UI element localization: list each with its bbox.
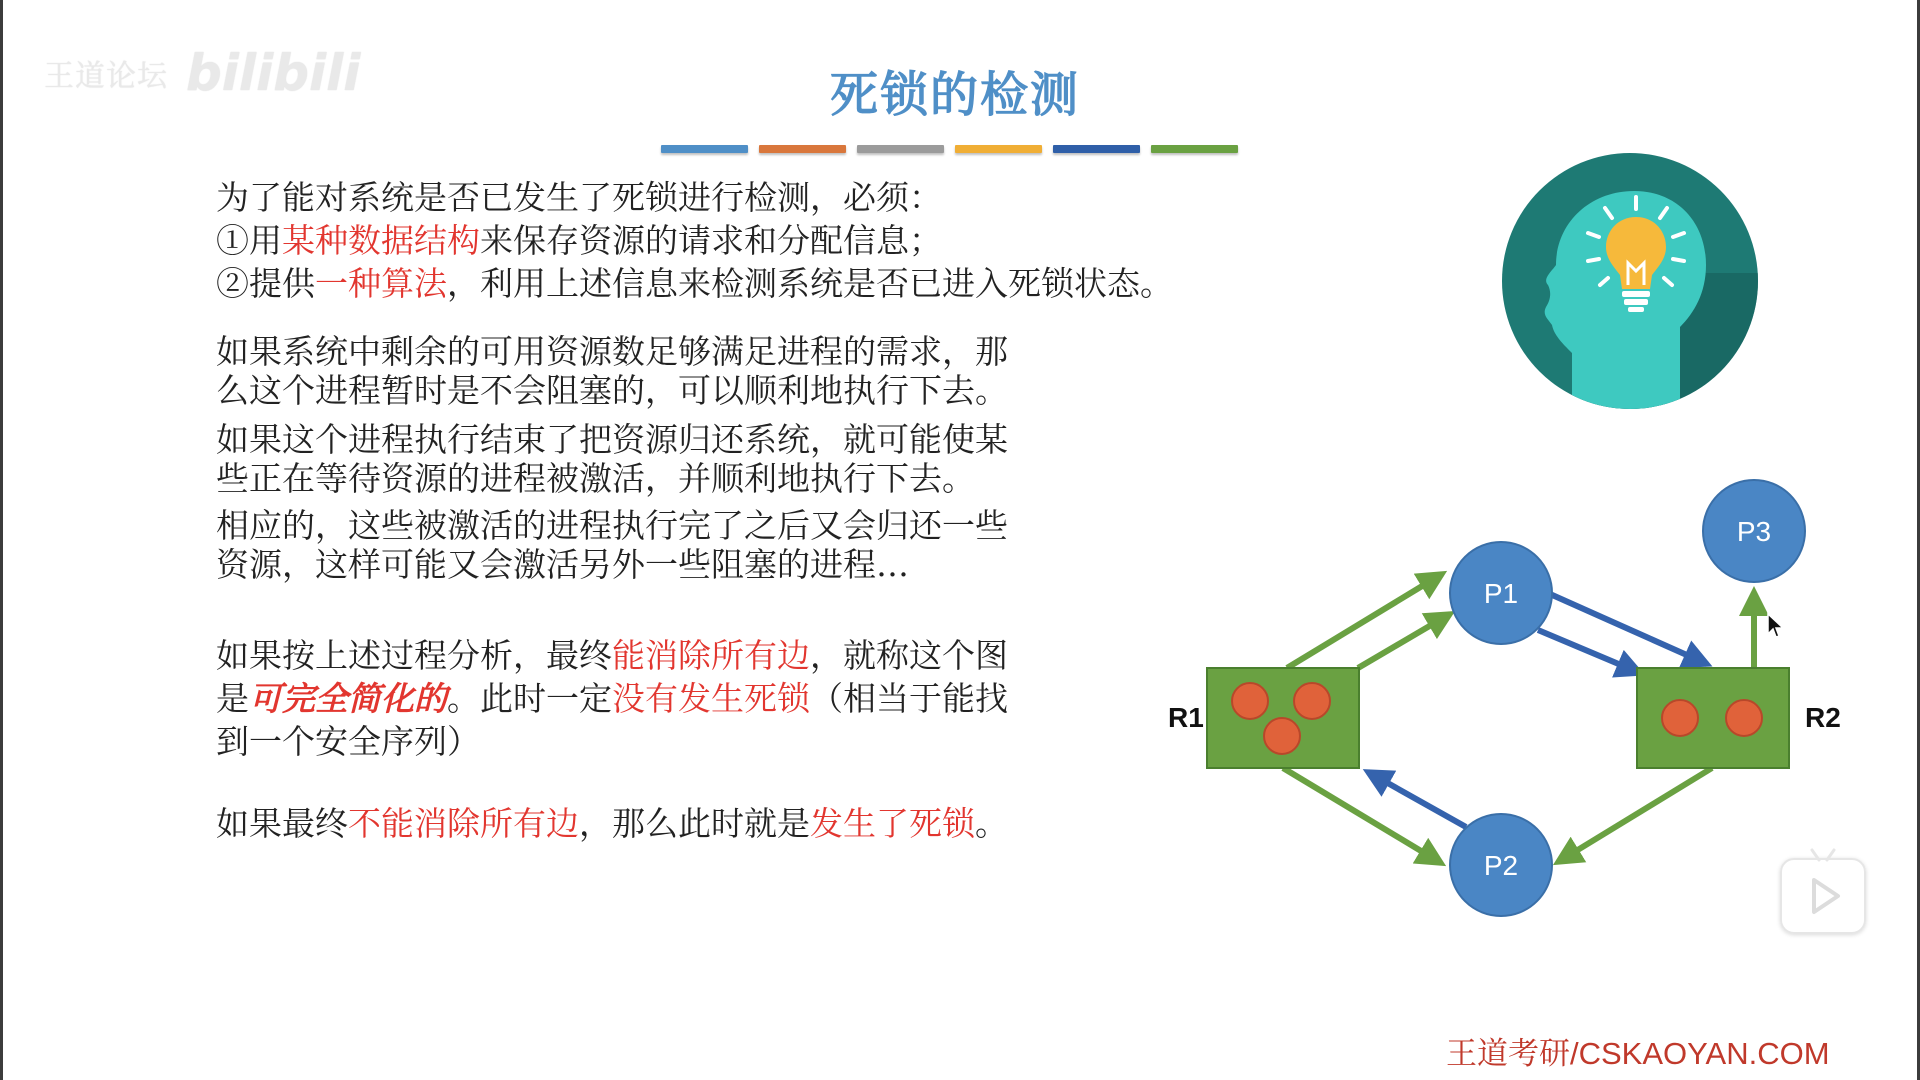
resource-r2 <box>1637 668 1789 768</box>
r1-unit-3 <box>1264 718 1300 754</box>
text-line: 到一个安全序列） <box>216 722 480 761</box>
text-span: ②提供 <box>216 264 315 303</box>
lightbulb-head-icon <box>1502 153 1758 409</box>
color-bar-segment-6 <box>1151 145 1238 153</box>
text-span: 来保存资源的请求和分配信息； <box>480 221 942 260</box>
slide-title: 死锁的检测 <box>829 67 1080 123</box>
text-line: 资源，这样可能又会激活另外一些阻塞的进程… <box>216 545 909 584</box>
text-span: ①用 <box>216 221 282 260</box>
paragraph-chain-activation <box>216 506 1008 584</box>
p1-label: P1 <box>1483 578 1519 609</box>
frame-edge-left <box>0 0 3 1080</box>
requirements-intro: 为了能对系统是否已发生了死锁进行检测，必须： <box>216 178 942 217</box>
edge-r1-p1-b <box>1358 614 1450 668</box>
text-span: ，那么此时就是 <box>579 804 810 843</box>
watermark-text: 王道论坛 <box>44 59 168 94</box>
resource-allocation-graph <box>1140 470 1860 930</box>
p2-label: P2 <box>1483 850 1519 881</box>
text-line: 如果系统中剩余的可用资源数足够满足进程的需求，那 <box>216 332 1008 371</box>
requirement-1 <box>216 219 1173 262</box>
play-icon <box>1782 860 1864 932</box>
text-span: （相当于能找 <box>810 679 1008 718</box>
edge-r1-p2 <box>1283 768 1441 863</box>
play-button[interactable] <box>1780 858 1866 934</box>
paragraph-fully-reducible <box>216 634 1008 763</box>
highlight-no-deadlock: 没有发生死锁 <box>612 679 810 718</box>
edge-r1-p1-a <box>1287 574 1442 668</box>
title-color-bar <box>661 145 1238 153</box>
text-span: 如果最终 <box>216 804 348 843</box>
r2-unit-2 <box>1726 700 1762 736</box>
color-bar-segment-4 <box>955 145 1042 153</box>
bilibili-logo: bilibili <box>186 44 361 102</box>
r1-unit-1 <box>1232 683 1268 719</box>
text-line <box>216 677 1008 720</box>
text-line: 么这个进程暂时是不会阻塞的，可以顺利地执行下去。 <box>216 371 1008 410</box>
paragraph-requirements <box>216 176 1173 305</box>
highlight-data-structure: 某种数据结构 <box>282 221 480 260</box>
edge-p2-r1 <box>1368 772 1466 827</box>
highlight-algorithm: 一种算法 <box>315 264 447 303</box>
paragraph-resources-returned <box>216 420 1008 498</box>
r1-unit-2 <box>1294 683 1330 719</box>
text-line <box>216 634 1008 677</box>
text-span: 。 <box>975 804 1008 843</box>
mouse-cursor-icon <box>1766 612 1786 640</box>
r2-unit-1 <box>1662 700 1698 736</box>
highlight-cannot-remove-edges: 不能消除所有边 <box>348 804 579 843</box>
r1-label: R1 <box>1168 702 1204 733</box>
tv-ears-icon <box>1808 848 1838 862</box>
requirement-2 <box>216 262 1173 305</box>
edge-p1-r2-a <box>1550 594 1707 664</box>
p3-label: P3 <box>1736 516 1772 547</box>
color-bar-segment-5 <box>1053 145 1140 153</box>
highlight-fully-reducible: 可完全简化的 <box>249 679 447 718</box>
paragraph-deadlock <box>216 802 1008 845</box>
footer-brand: 王道考研/CSKAOYAN.COM <box>1446 1036 1830 1071</box>
text-span: ，利用上述信息来检测系统是否已进入死锁状态。 <box>447 264 1173 303</box>
text-span: 是 <box>216 679 249 718</box>
color-bar-segment-3 <box>857 145 944 153</box>
text-span: 如果按上述过程分析，最终 <box>216 636 612 675</box>
edge-p1-r2-b <box>1538 630 1640 673</box>
text-line: 相应的，这些被激活的进程执行完了之后又会归还一些 <box>216 506 1008 545</box>
r2-label: R2 <box>1805 702 1841 733</box>
paragraph-resources-sufficient <box>216 332 1008 410</box>
text-line: 些正在等待资源的进程被激活，并顺利地执行下去。 <box>216 459 975 498</box>
text-span: ，就称这个图 <box>810 636 1008 675</box>
highlight-remove-all-edges: 能消除所有边 <box>612 636 810 675</box>
color-bar-segment-2 <box>759 145 846 153</box>
color-bar-segment-1 <box>661 145 748 153</box>
text-line: 如果这个进程执行结束了把资源归还系统，就可能使某 <box>216 420 1008 459</box>
edge-r2-p2 <box>1558 768 1712 862</box>
text-span: 。此时一定 <box>447 679 612 718</box>
highlight-deadlock-occurred: 发生了死锁 <box>810 804 975 843</box>
